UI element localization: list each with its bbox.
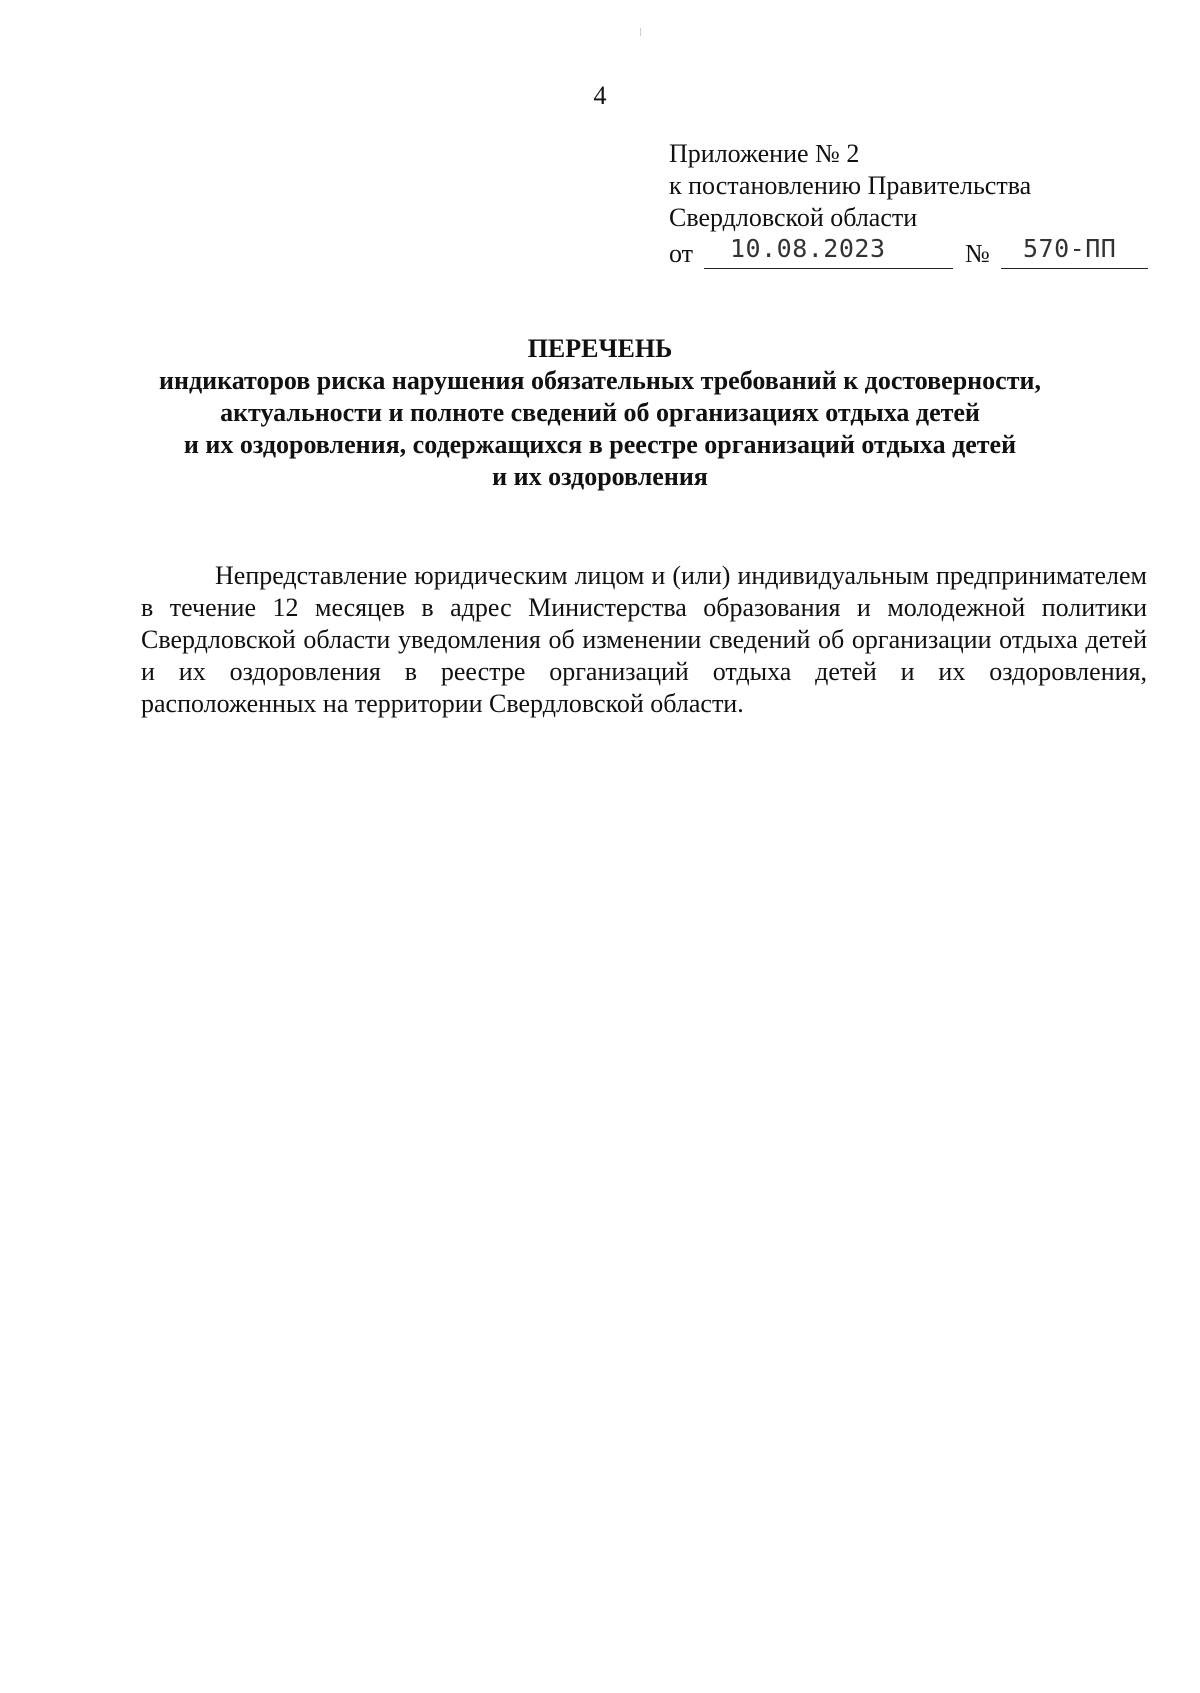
heading-line-4: и их оздоровления (492, 462, 708, 491)
number-label: № (965, 239, 990, 268)
appendix-title: Приложение № 2 (669, 139, 860, 168)
resolution-date: 10.08.2023 (730, 234, 886, 263)
appendix-block (669, 138, 1149, 274)
heading-line-3: и их оздоровления, содержащихся в реестре организаций отдыха детей (183, 430, 1017, 459)
appendix-region-line: Свердловской области (669, 203, 918, 232)
date-from-label: от (669, 239, 694, 268)
date-field (704, 234, 953, 269)
number-field (1001, 234, 1148, 269)
heading-line-2: актуальности и полноте сведений об организациях отдыха детей (220, 398, 980, 427)
page-number: 4 (593, 81, 607, 110)
appendix-resolution-line: к постановлению Правительства (669, 171, 1032, 200)
resolution-number: 570-ПП (1023, 234, 1117, 263)
document-heading (120, 333, 1080, 493)
scan-artifact-mark (640, 28, 641, 36)
body-paragraph: Непредставление юридическим лицом и (или) индивидуальным предпринимателем в течение 12 месяцев в адрес Министерства образования и молодежной политики Свердловской области уведомления об изменении сведений об организации отдыха детей и их оздоровления в реестре организаций отдыха детей и их оздоровления, расположенных на территории Свердловской области. (141, 561, 1147, 718)
heading-line-1: индикаторов риска нарушения обязательных требований к достоверности, (159, 366, 1041, 395)
appendix-date-number-line (669, 234, 1149, 274)
heading-title: ПЕРЕЧЕНЬ (527, 334, 673, 363)
